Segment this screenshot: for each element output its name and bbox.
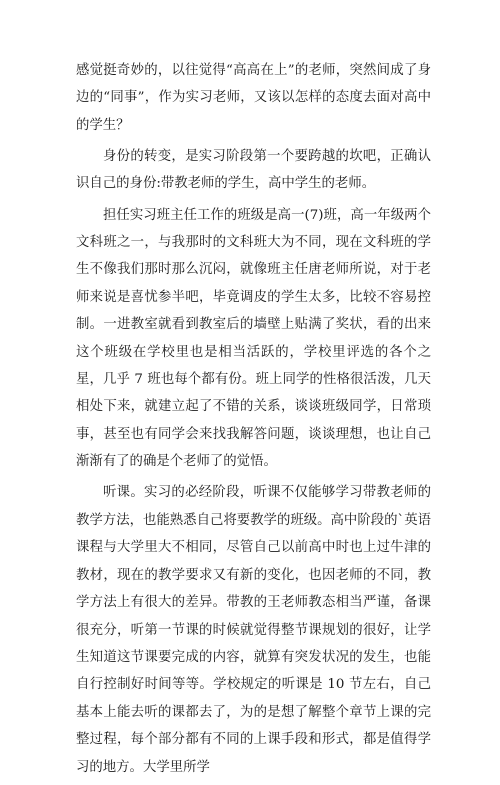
paragraph-3: 担任实习班主任工作的班级是高一(7)班，高一年级两个文科班之一，与我那时的文科班大为不同，现在文科班的学生不像我们那时那么沉闷，就像班主任唐老师所说，对于老师来说是喜忧参半吧，毕竟调皮的学生太多，比较不容易控制。一进教室就看到教室后的墙壁上贴满了奖状，看的出来这个班级在学校里也是相当活跃的，学校里评选的各个之星，几乎 7 班也每个都有份。班上同学的性格很活泼，几天相处下来，就建立起了不错的关系，谈谈班级同学，日常琐事，甚至也有同学会来找我解答问题，谈谈理想，也让自己渐渐有了的确是个老师了的觉悟。 <box>76 207 431 470</box>
paragraph-4: 听课。实习的必经阶段，听课不仅能够学习带教老师的教学方法，也能熟悉自己将要教学的班级。高中阶段的`英语课程与大学里大不相同，尽管自己以前高中时也上过牛津的教材，现在的教学要求又有新的变化，也因老师的不同，教学方法上有很大的差异。带教的王老师教态相当严谨，备课很充分，听第一节课的时候就觉得整节课规划的很好，让学生知道这节课要完成的内容，就算有突发状况的发生，也能自行控制好时间等等。学校规定的听课是 10 节左右，自己基本上能去听的课都去了，为的是想了解整个章节上课的完整过程，每个部分都有不同的上课手段和形式，都是值得学习的地方。大学里所学 <box>76 485 431 775</box>
document-body <box>76 57 431 785</box>
paragraph-1: 感觉挺奇妙的，以往觉得“高高在上”的老师，突然间成了身边的“同事”，作为实习老师，又该以怎样的态度去面对高中的学生？ <box>76 63 431 133</box>
paragraph-2: 身份的转变，是实习阶段第一个要跨越的坎吧，正确认识自己的身份:带教老师的学生，高中学生的老师。 <box>76 149 431 192</box>
